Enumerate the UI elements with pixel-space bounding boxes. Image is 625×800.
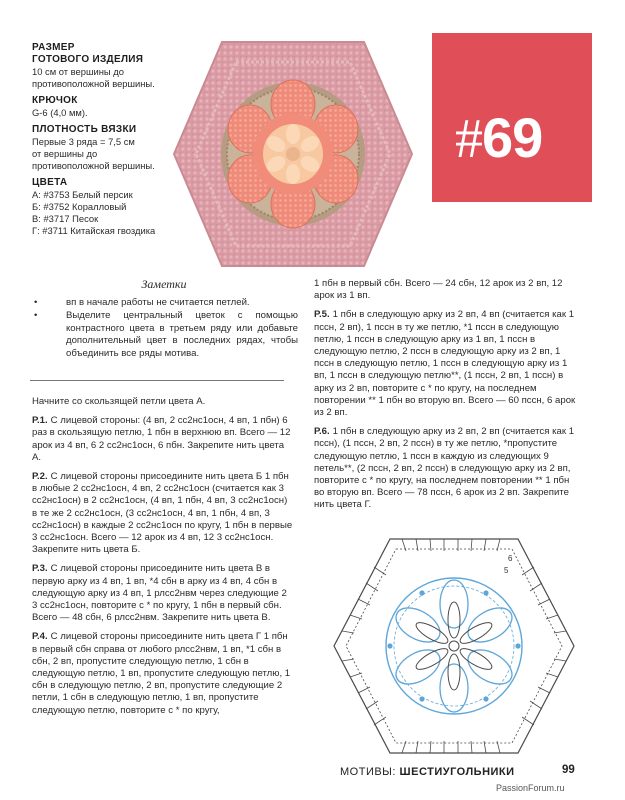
gauge-heading: ПЛОТНОСТЬ ВЯЗКИ: [32, 124, 137, 135]
row-4: Р.4. С лицевой стороны присоедините нить цвета Г 1 пбн в первый сбн справа от любого рлсс2нвм, 1 вп, *1 сбн в сбн, 2 вп, пропустите следующую петлю, 1 сбн в следующую петлю, 1 вп, пропустите следующую петлю, 1 сбн в следующую петлю, 2 вп, пропустите следующие 2 петли, 1 сбн в следующую петлю, 1 вп, пропустите следующую петлю, повторите с * по кругу,: [32, 631, 291, 716]
notes-section: [30, 278, 298, 362]
instructions-left: [32, 396, 294, 724]
gauge-line: от вершины до: [32, 148, 98, 159]
row-5: Р.5. 1 пбн в следующую арку из 2 вп, 4 вп (считается как 1 пссн, 2 вп), 1 пссн в ту же петлю, *1 пссн в следующую петлю, 1 пссн в следующую арку из 1 вп, 1 пссн в следующую петлю, 2 пссн в следующую арку из 2 вп, 1 пссн в следующую петлю, 1 пссн в следующую арку из 1 вп, 1 пссн в следующую петлю**, (1 пссн, 2 вп, 1 пссн) в арку из 2 вп, повторите с * по кругу, на последнем повторении ** 1 пбн во вторую вп. Всего — 60 пссн, 6 арок из 2 вп.: [314, 309, 576, 419]
row-6: Р.6. 1 пбн в следующую арку из 2 вп, 2 вп (считается как 1 пссн), (1 пссн, 2 вп, 2 пссн) в ту же петлю, *пропустите следующую петлю, 1 пссн в каждую из следующих 9 петель**, (2 пссн, 2 вп, 2 пссн) в следующую арку из 2 вп, повторите с * по кругу, на последнем повторении ** 1 пбн во вторую вп. Всего — 78 пссн, 6 арок из 2 вп. Закрепите нить цвета Г.: [314, 426, 575, 511]
watermark: PassionForum.ru: [496, 783, 565, 793]
divider: [30, 380, 284, 381]
page-number: 99: [562, 764, 575, 776]
color-item: А: #3753 Белый персик: [32, 189, 133, 200]
color-item: Б: #3752 Коралловый: [32, 201, 127, 212]
crochet-motif-photo: [168, 38, 414, 270]
instructions-right: [314, 278, 580, 519]
gauge-line: Первые 3 ряда = 7,5 см: [32, 136, 135, 147]
size-line: 10 см от вершины до: [32, 66, 124, 77]
section-footer: МОТИВЫ: ШЕСТИУГОЛЬНИКИ: [340, 766, 515, 778]
notes-title: Заметки: [141, 277, 187, 291]
gauge-line: противоположной вершины.: [32, 160, 155, 171]
hook-text: G-6 (4,0 мм).: [32, 107, 88, 118]
size-line: противоположной вершины.: [32, 78, 155, 89]
row-2: Р.2. С лицевой стороны присоедините нить цвета Б 1 пбн в любые 2 сс2нс1осн, 4 вп, 2 сс2нс1осн (считается как 3 сс2нс1осн) в 2 сс2нс1осн, (4 вп, 1 пбн, 4 вп, 3 сс2нс1осн) в те же 2 сс2нс1осн, (3 сс2нс1осн, 4 вп, 1 пбн, 4 вп, 3 сс2нс1осн) в каждые 2 сс2нс1осн по кругу, 1 пбн в первые 3 сс2нс1осн. Всего — 12 арок из 4 вп, 12 3 сс2нс1осн. Закрепите нить цвета Б.: [32, 471, 293, 556]
size-heading: РАЗМЕР ГОТОВОГО ИЗДЕЛИЯ: [32, 42, 144, 65]
diagram-row-label: 5: [504, 566, 509, 575]
note-item: • Выделите центральный цветок с помощью контрастного цвета в третьем ряду или добавьте дополнительный цвет в последних рядах, чтобы объединить все ряды мотива.: [30, 310, 298, 360]
hook-heading: КРЮЧОК: [32, 95, 78, 106]
colors-heading: ЦВЕТА: [32, 177, 68, 188]
color-item: Г: #3711 Китайская гвоздика: [32, 225, 156, 236]
crochet-chart-diagram: [332, 535, 576, 757]
intro-text: Начните со скользящей петли цвета А.: [32, 396, 206, 407]
row-3: Р.3. С лицевой стороны присоедините нить цвета В в первую арку из 4 вп, 1 вп, *4 сбн в арку из 4 вп, 4 сбн в следующую арку из 4 вп, 1 рлсс2нвм через следующие 2 3 сс2нс1осн, повторите с * по кругу, 1 пбн в первый сбн. Всего — 48 сбн, 6 рлсс2нвм. Закрепите нить цвета В.: [32, 563, 287, 624]
row-1: Р.1. С лицевой стороны: (4 вп, 2 сс2нс1осн, 4 вп, 1 пбн) 6 раз в скользящую петлю, 1 пбн в верхнюю вп. Всего — 12 арок из 4 вп, 6 2 сс2нс1осн, 6 пбн. Закрепите нить цвета А.: [32, 415, 291, 463]
row-4-continued: 1 пбн в первый сбн. Всего — 24 сбн, 12 арок из 2 вп, 12 арок из 1 вп.: [314, 278, 563, 302]
color-item: В: #3717 Песок: [32, 213, 99, 224]
diagram-row-label: 6: [508, 554, 513, 563]
pattern-number: #69: [455, 106, 543, 170]
note-item: • вп в начале работы не считается петлей.: [30, 297, 298, 310]
